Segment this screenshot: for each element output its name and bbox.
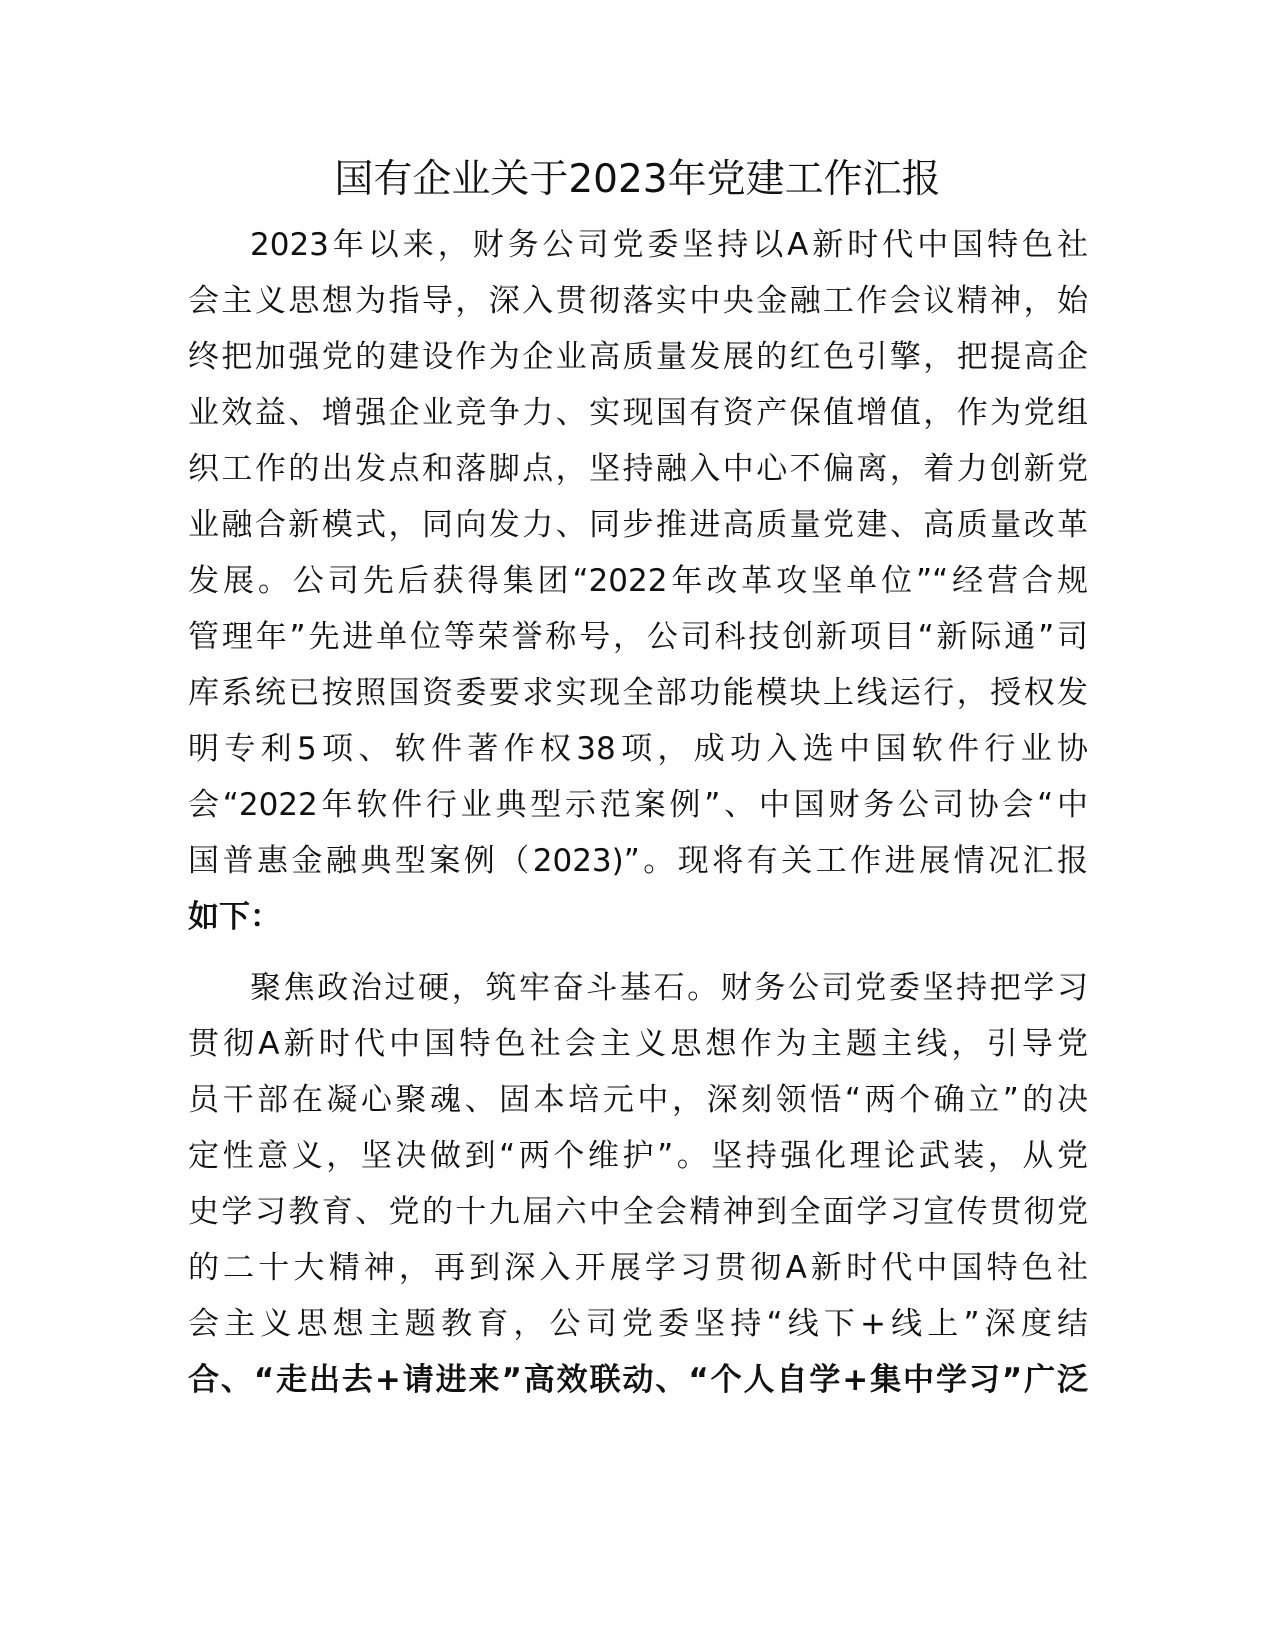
paragraph-2-line-8: 合、“走出去+请进来”高效联动、“个人自学+集中学习”广泛 xyxy=(188,1362,1088,1398)
paragraph-2-line-7: 会主义思想主题教育，公司党委坚持“线下+线上”深度结 xyxy=(188,1306,1088,1342)
document-title: 国有企业关于2023年党建工作汇报 xyxy=(334,157,941,202)
paragraph-1-line-3: 终把加强党的建设作为企业高质量发展的红色引擎，把提高企 xyxy=(188,339,1088,375)
paragraph-1-line-11: 会“2022年软件行业典型示范案例”、中国财务公司协会“中 xyxy=(188,787,1088,823)
paragraph-1-line-4: 业效益、增强企业竞争力、实现国有资产保值增值，作为党组 xyxy=(188,395,1088,431)
paragraph-1-line-8: 管理年”先进单位等荣誉称号，公司科技创新项目“新际通”司 xyxy=(188,619,1088,655)
paragraph-1-line-2: 会主义思想为指导，深入贯彻落实中央金融工作会议精神，始 xyxy=(188,283,1088,319)
paragraph-1-line-5: 织工作的出发点和落脚点，坚持融入中心不偏离，着力创新党 xyxy=(188,451,1088,487)
paragraph-2-line-4: 定性意义，坚决做到“两个维护”。坚持强化理论武装，从党 xyxy=(188,1138,1088,1174)
paragraph-2-line-3: 员干部在凝心聚魂、固本培元中，深刻领悟“两个确立”的决 xyxy=(188,1082,1088,1118)
paragraph-1-line-7: 发展。公司先后获得集团“2022年改革攻坚单位”“经营合规 xyxy=(188,563,1088,599)
paragraph-2-line-2: 贯彻A新时代中国特色社会主义思想作为主题主线，引导党 xyxy=(188,1026,1088,1062)
paragraph-1-line-1: 2023年以来，财务公司党委坚持以A新时代中国特色社 xyxy=(250,227,1088,263)
paragraph-2-line-5: 史学习教育、党的十九届六中全会精神到全面学习宣传贯彻党 xyxy=(188,1194,1088,1230)
paragraph-2-line-6: 的二十大精神，再到深入开展学习贯彻A新时代中国特色社 xyxy=(188,1250,1088,1286)
paragraph-1-line-10: 明专利5项、软件著作权38项，成功入选中国软件行业协 xyxy=(188,731,1088,767)
paragraph-1-line-6: 业融合新模式，同向发力、同步推进高质量党建、高质量改革 xyxy=(188,507,1088,543)
paragraph-1-line-13: 如下： xyxy=(188,899,281,935)
paragraph-2-line-1: 聚焦政治过硬，筑牢奋斗基石。财务公司党委坚持把学习 xyxy=(250,970,1088,1006)
paragraph-1-line-9: 库系统已按照国资委要求实现全部功能模块上线运行，授权发 xyxy=(188,675,1088,711)
paragraph-1-line-12: 国普惠金融典型案例（2023)”。现将有关工作进展情况汇报 xyxy=(188,843,1088,879)
